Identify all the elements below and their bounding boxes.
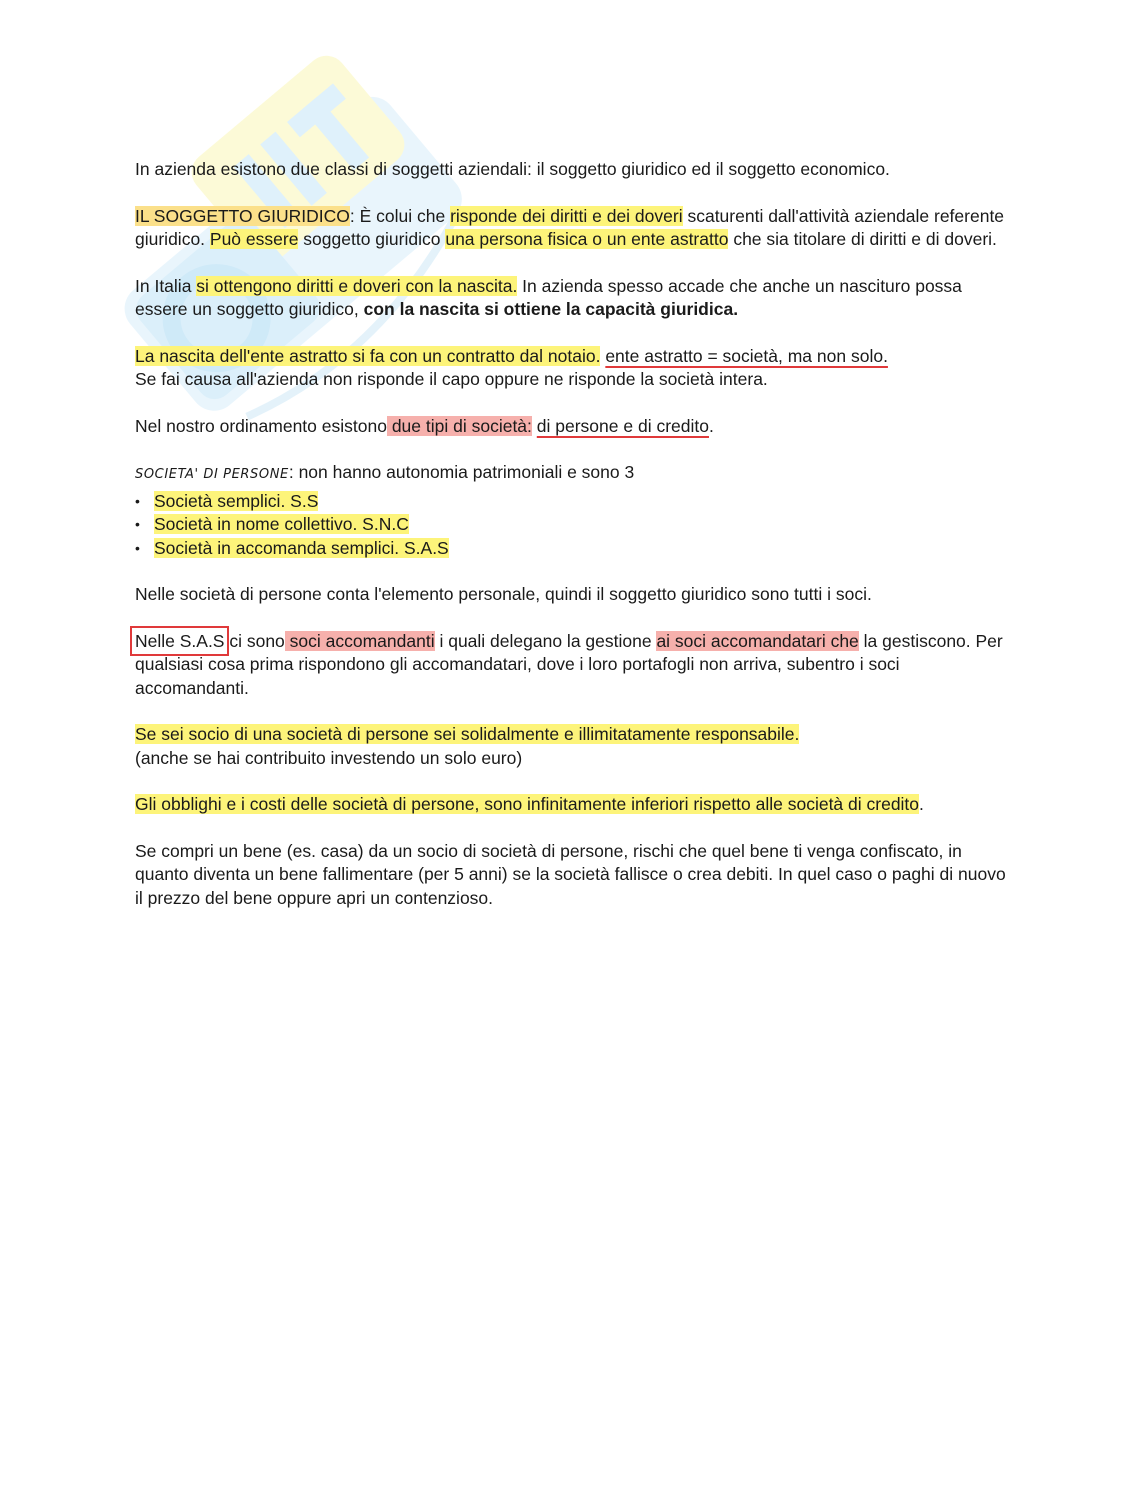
heading-soggetto-giuridico: IL SOGGETTO GIURIDICO — [135, 205, 350, 226]
boxed-text: Nelle S.A.S — [135, 630, 225, 651]
underlined-text: ente astratto = società, ma non solo. — [605, 345, 888, 366]
paragraph-ente-astratto: La nascita dell'ente astratto si fa con un contratto dal notaio. ente astratto = società, ma non solo. Se fai causa all'azienda non risponde il capo oppure ne risponde la società intera. — [135, 345, 888, 389]
list-item: • Società in accomanda semplici. S.A.S — [135, 537, 1015, 561]
document-body — [135, 158, 1015, 933]
paragraph-soggetto-giuridico: IL SOGGETTO GIURIDICO: È colui che risponde dei diritti e dei doveri scaturenti dall'attività aziendale referente giuridico. Può essere soggetto giuridico una persona fisica o un ente astratto che sia titolare di diritti e di doveri. — [135, 205, 1005, 249]
highlight: risponde dei diritti e dei doveri — [450, 205, 683, 226]
underlined-text: di persone e di credito — [536, 415, 709, 436]
paragraph-responsabilita: Se sei socio di una società di persone sei solidalmente e illimitatamente responsabile. (anche se hai contribuito investendo un solo euro) — [135, 724, 800, 768]
paragraph-intro: In azienda esistono due classi di soggetti aziendali: il soggetto giuridico ed il soggetto economico. — [135, 159, 890, 179]
section-societa-persone: SOCIETA' DI PERSONE: non hanno autonomia patrimoniali e sono 3 • Società semplici. S.S • Società in nome collettivo. S.N.C • Società in accomanda semplici. S.A.S — [135, 461, 1015, 560]
highlight: La nascita dell'ente astratto si fa con un contratto dal notaio. — [135, 345, 601, 366]
paragraph-obblighi: Gli obblighi e i costi delle società di persone, sono infinitamente inferiori rispetto alle società di credito. — [135, 794, 924, 814]
highlight: una persona fisica o un ente astratto — [445, 229, 729, 249]
paragraph-tipi-societa: Nel nostro ordinamento esistono due tipi di società: di persone e di credito. — [135, 415, 714, 436]
paragraph-italia: In Italia si ottengono diritti e doveri con la nascita. In azienda spesso accade che anche un nascituro possa essere un soggetto giuridico, con la nascita si ottiene la capacità giuridica. — [135, 275, 962, 319]
paragraph-bene: Se compri un bene (es. casa) da un socio di società di persone, rischi che quel bene ti venga confiscato, in quanto diventa un bene fallimentare (per 5 anni) se la società fallisce o crea debiti. In quel caso o paghi di nuovo il prezzo del bene oppure apri un contenzioso. — [135, 840, 1006, 908]
list-item: • Società in nome collettivo. S.N.C — [135, 513, 1015, 537]
highlight-pink: due tipi di società: — [386, 415, 532, 436]
highlight: Può essere — [209, 229, 299, 249]
list-item: • Società semplici. S.S — [135, 490, 1015, 514]
list-societa — [135, 490, 1015, 561]
highlight: Gli obblighi e i costi delle società di persone, sono infinitamente inferiori rispetto alle società di credito — [135, 794, 920, 814]
paragraph-sas: Nelle S.A.S ci sono soci accomandanti i quali delegano la gestione ai soci accomandatari che la gestiscono. Per qualsiasi cosa prima rispondono gli accomandatari, dove i loro portafogli non arriva, subentro i soci accomandanti. — [135, 630, 1003, 698]
highlight-pink: ai soci accomandatari che — [656, 630, 859, 651]
paragraph-elemento-personale: Nelle società di persone conta l'elemento personale, quindi il soggetto giuridico sono tutti i soci. — [135, 584, 872, 604]
highlight-pink: soci accomandanti — [284, 630, 435, 651]
highlight: si ottengono diritti e doveri con la nascita. — [196, 275, 518, 296]
handwritten-heading: SOCIETA' DI PERSONE — [135, 467, 289, 482]
bold-text: con la nascita si ottiene la capacità giuridica. — [363, 299, 739, 319]
highlight: Se sei socio di una società di persone sei solidalmente e illimitatamente responsabile. — [135, 724, 800, 744]
